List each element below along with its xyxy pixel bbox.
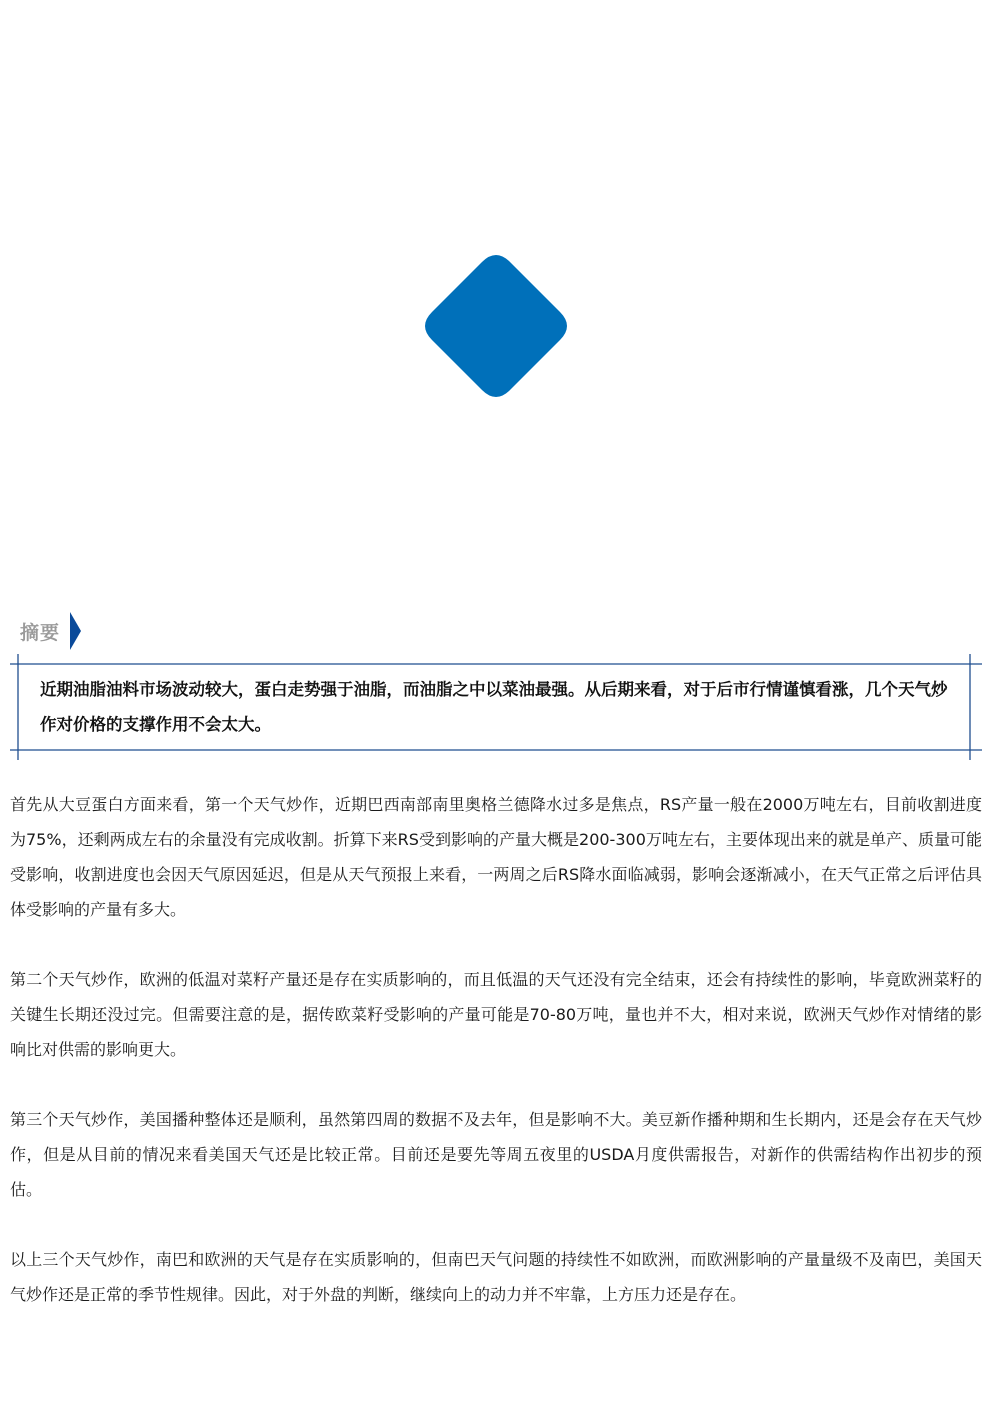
logo-diamond — [425, 255, 567, 397]
body-paragraph-3: 第三个天气炒作，美国播种整体还是顺利，虽然第四周的数据不及去年，但是影响不大。美豆新作播种期和生长期内，还是会存在天气炒作，但是从目前的情况来看美国天气还是比较正常。目前还是要先等周五夜里的USDA月度供需报告，对新作的供需结构作出初步的预估。 — [10, 1110, 982, 1199]
body-content — [10, 787, 982, 1347]
logo-diamond-shape — [425, 255, 567, 397]
summary-header — [10, 610, 210, 652]
summary-box — [10, 654, 982, 760]
chevron-right-icon — [70, 612, 82, 650]
body-paragraph-4: 以上三个天气炒作，南巴和欧洲的天气是存在实质影响的，但南巴天气问题的持续性不如欧洲，而欧洲影响的产量量级不及南巴，美国天气炒作还是正常的季节性规律。因此，对于外盘的判断，继续向上的动力并不牢靠，上方压力还是存在。 — [10, 1250, 982, 1304]
body-paragraph-2: 第二个天气炒作，欧洲的低温对菜籽产量还是存在实质影响的，而且低温的天气还没有完全结束，还会有持续性的影响，毕竟欧洲菜籽的关键生长期还没过完。但需要注意的是，据传欧菜籽受影响的产量可能是70-80万吨，量也并不大，相对来说，欧洲天气炒作对情绪的影响比对供需的影响更大。 — [10, 970, 982, 1059]
body-paragraph-1: 首先从大豆蛋白方面来看，第一个天气炒作，近期巴西南部南里奥格兰德降水过多是焦点，RS产量一般在2000万吨左右，目前收割进度为75%，还剩两成左右的余量没有完成收割。折算下来RS受到影响的产量大概是200-300万吨左右，主要体现出来的就是单产、质量可能受影响，收割进度也会因天气原因延迟，但是从天气预报上来看，一两周之后RS降水面临减弱，影响会逐渐减小，在天气正常之后评估具体受影响的产量有多大。 — [10, 795, 982, 919]
summary-text: 近期油脂油料市场波动较大，蛋白走势强于油脂，而油脂之中以菜油最强。从后期来看，对于后市行情谨慎看涨，几个天气炒作对价格的支撑作用不会太大。 — [40, 680, 948, 734]
summary-title: 摘要 — [20, 622, 61, 644]
